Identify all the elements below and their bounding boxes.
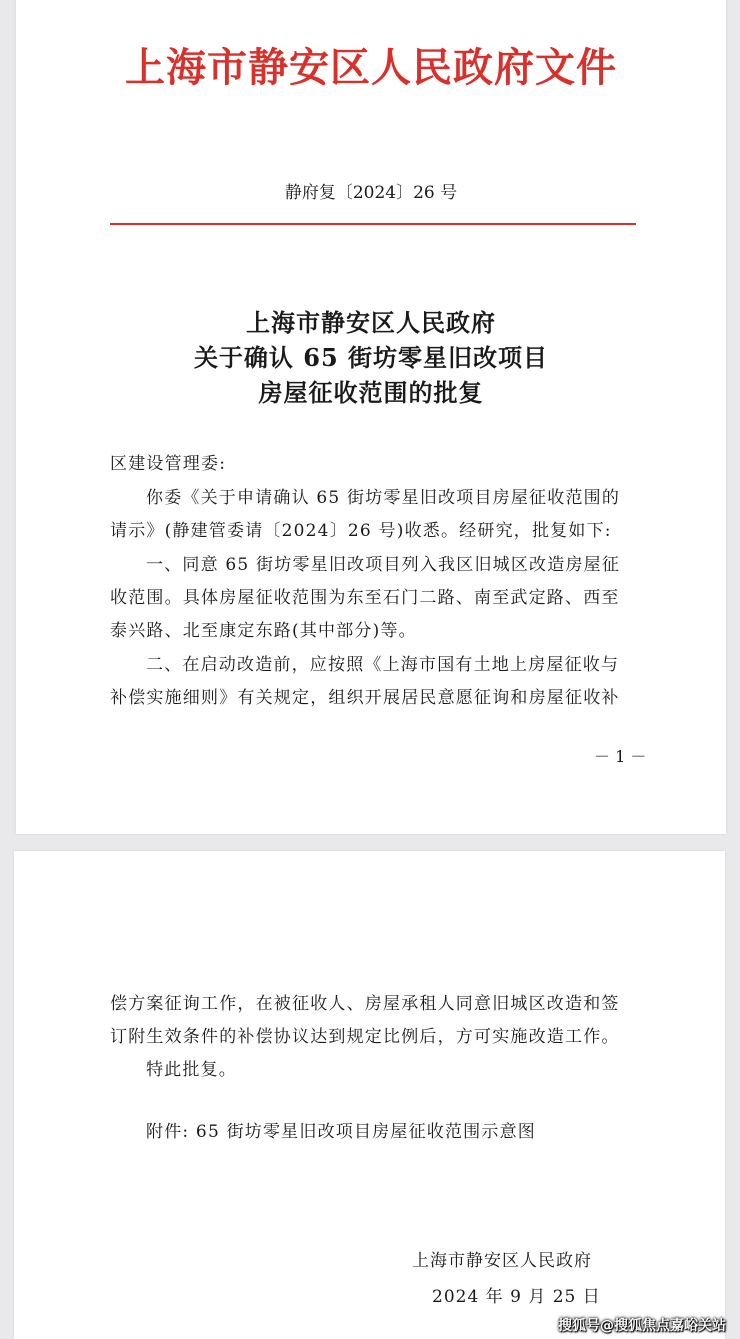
attachment-line: 附件: 65 街坊零星旧改项目房屋征收范围示意图 — [146, 1122, 536, 1142]
body-line-2: 请示》(静建管委请〔2024〕26 号)收悉。经研究，批复如下: — [110, 521, 612, 541]
document-number: 静府复〔2024〕26 号 — [284, 183, 458, 203]
document-page-1 — [16, 0, 726, 834]
body-line-5: 泰兴路、北至康定东路(其中部分)等。 — [110, 621, 417, 641]
document-page-2 — [14, 851, 725, 1339]
page-number: － 1 － — [594, 747, 647, 766]
body-line-3: 一、同意 65 街坊零星旧改项目列入我区旧城区改造房屋征 — [146, 555, 621, 575]
watermark-text: 搜狐号@搜狐焦点嘉峪关站 — [558, 1318, 726, 1334]
main-title-line-2: 关于确认 65 街坊零星旧改项目 — [193, 343, 549, 372]
document-header-title: 上海市静安区人民政府文件 — [125, 45, 617, 91]
closing-line: 特此批复。 — [146, 1060, 237, 1080]
body-line-7: 补偿实施细则》有关规定，组织开展居民意愿征询和房屋征收补 — [110, 688, 620, 708]
body-line-9: 订附生效条件的补偿协议达到规定比例后，方可实施改造工作。 — [110, 1027, 620, 1047]
body-line-4: 收范围。具体房屋征收范围为东至石门二路、南至武定路、西至 — [110, 588, 620, 608]
red-divider-line — [110, 223, 636, 225]
main-title — [16, 305, 726, 410]
signature-org: 上海市静安区人民政府 — [412, 1251, 592, 1271]
addressee: 区建设管理委: — [110, 454, 227, 474]
body-line-8: 偿方案征询工作，在被征收人、房屋承租人同意旧城区改造和签 — [110, 994, 620, 1014]
body-line-6: 二、在启动改造前，应按照《上海市国有土地上房屋征收与 — [146, 655, 620, 675]
body-line-1: 你委《关于申请确认 65 街坊零星旧改项目房屋征收范围的 — [146, 488, 621, 508]
main-title-line-3: 房屋征收范围的批复 — [258, 378, 484, 407]
main-title-line-1: 上海市静安区人民政府 — [246, 308, 496, 337]
signature-date: 2024 年 9 月 25 日 — [432, 1287, 601, 1307]
